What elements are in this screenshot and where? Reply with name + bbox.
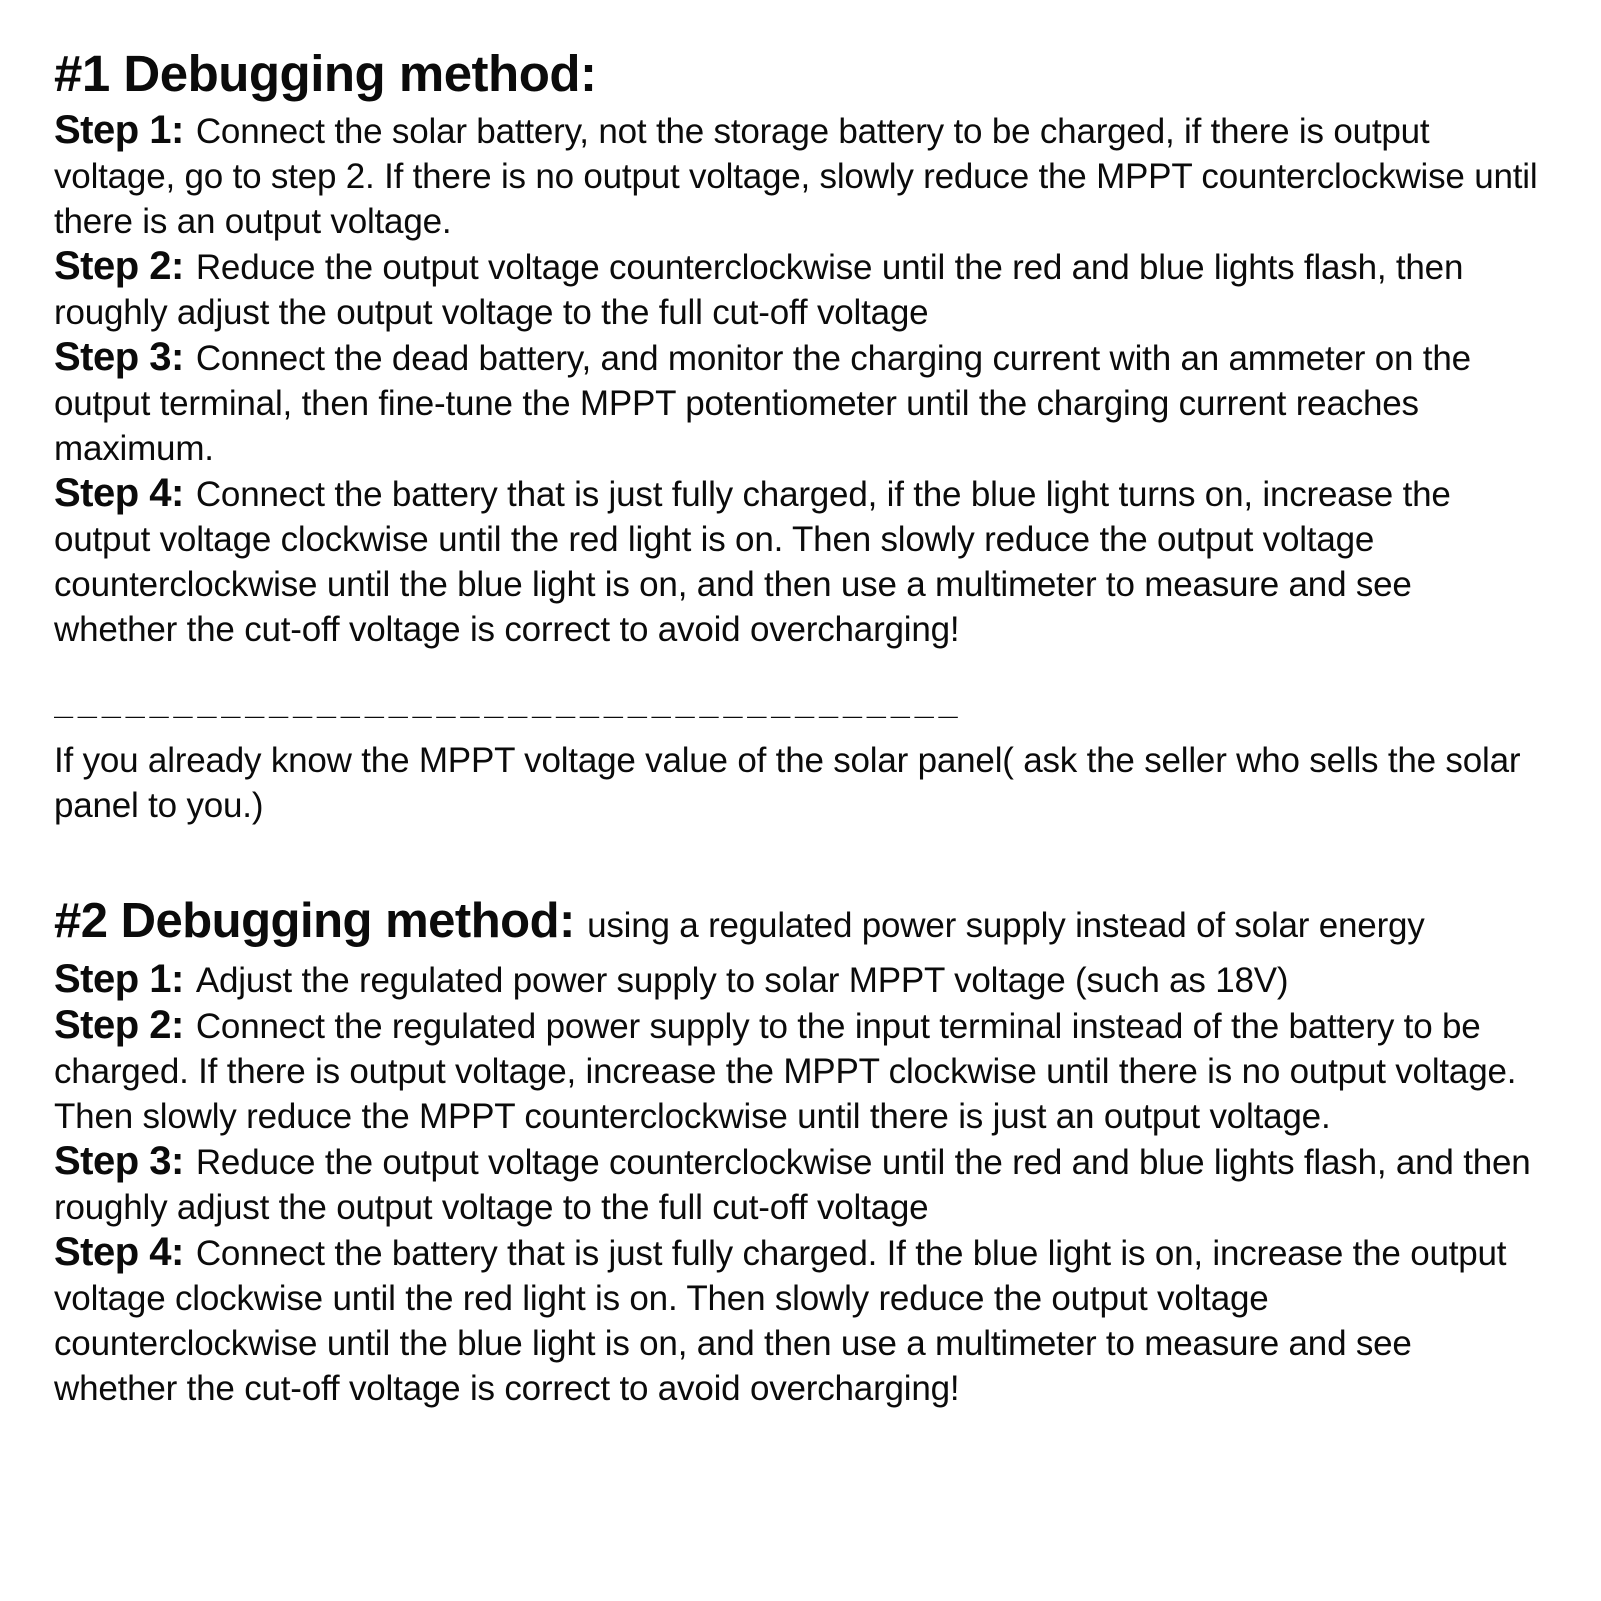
method2-title: #2 Debugging method: (54, 894, 575, 948)
step-text: Connect the battery that is just fully charged, if the blue light turns on, increase the output voltage clockwise until the red light is on. Then slowly reduce the output voltage counterclockwise until the blue light is on, and then use a multimeter to measure and see whether the cut-off voltage is correct to avoid overcharging! (54, 475, 1451, 649)
method1-step-1 (54, 108, 1541, 244)
step-text: Reduce the output voltage counterclockwise until the red and blue lights flash, and then roughly adjust the output voltage to the full cut-off voltage (54, 1143, 1531, 1227)
step-label: Step 4: (54, 471, 184, 515)
method2-title-line (54, 892, 1541, 955)
step-label: Step 3: (54, 335, 184, 379)
separator-line: ______________________________________ (54, 684, 963, 722)
method1-title: #1 Debugging method: (54, 45, 597, 102)
method2-step-4 (54, 1230, 1541, 1411)
step-text: Adjust the regulated power supply to solar MPPT voltage (such as 18V) (195, 961, 1289, 1000)
step-text: Connect the dead battery, and monitor the charging current with an ammeter on the output terminal, then fine-tune the MPPT potentiometer until the charging current reaches maximum. (54, 339, 1471, 468)
method1-step-4 (54, 471, 1541, 652)
method2-step-3 (54, 1139, 1541, 1230)
note-text: If you already know the MPPT voltage value of the solar panel( ask the seller who sells the solar panel to you.) (54, 741, 1521, 825)
step-label: Step 2: (54, 1003, 184, 1047)
method2-section (54, 892, 1541, 1411)
step-label: Step 2: (54, 244, 184, 288)
method2-step-2 (54, 1003, 1541, 1139)
step-label: Step 1: (54, 108, 184, 152)
method1-step-2 (54, 244, 1541, 335)
step-text: Connect the battery that is just fully charged. If the blue light is on, increase the output voltage clockwise until the red light is on. Then slowly reduce the output voltage counterclockwise until the blue light is on, and then use a multimeter to measure and see whether the cut-off voltage is correct to avoid overcharging! (54, 1234, 1507, 1408)
method1-step-3 (54, 335, 1541, 471)
method2-step-1 (54, 957, 1541, 1003)
method2-subtitle: using a regulated power supply instead of solar energy (587, 906, 1425, 945)
step-text: Reduce the output voltage counterclockwise until the red and blue lights flash, then roughly adjust the output voltage to the full cut-off voltage (54, 248, 1464, 332)
step-label: Step 4: (54, 1230, 184, 1274)
step-text: Connect the solar battery, not the storage battery to be charged, if there is output voltage, go to step 2. If there is no output voltage, slowly reduce the MPPT counterclockwise until there is an output voltage. (54, 112, 1538, 241)
step-label: Step 1: (54, 957, 184, 1001)
step-text: Connect the regulated power supply to the input terminal instead of the battery to be charged. If there is output voltage, increase the MPPT clockwise until there is no output voltage. Then slowly reduce the MPPT counterclockwise until there is just an output voltage. (54, 1007, 1517, 1136)
method1-section (54, 44, 1541, 652)
step-label: Step 3: (54, 1139, 184, 1183)
